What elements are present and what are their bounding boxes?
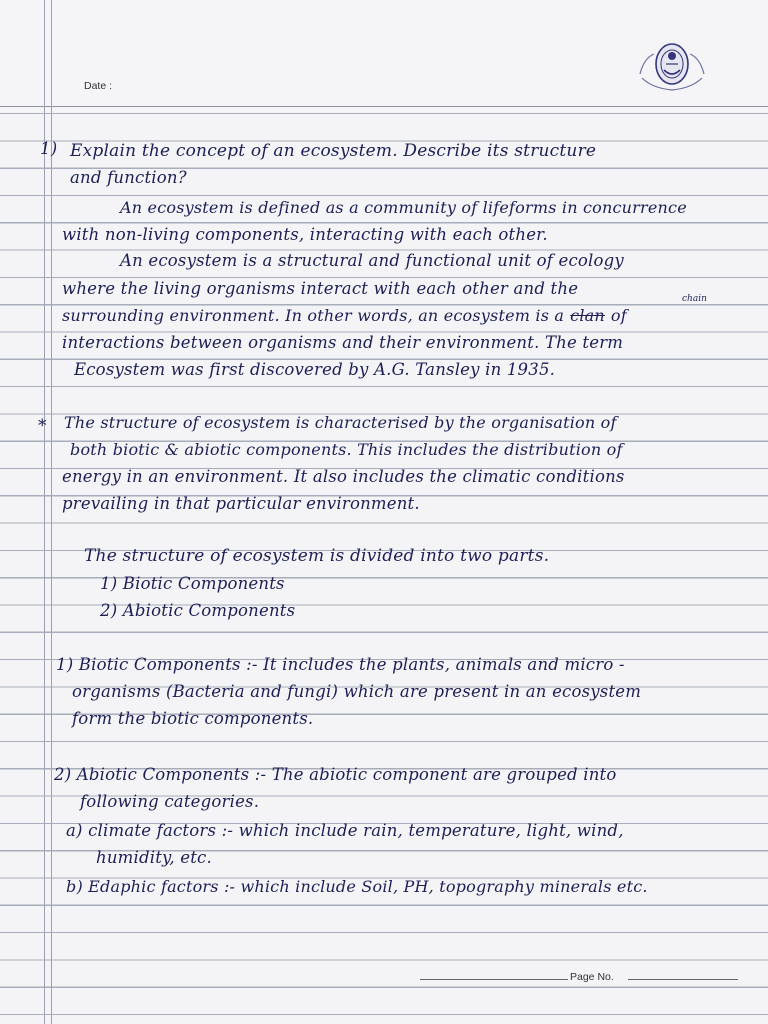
note-text-line: form the biotic components. xyxy=(72,709,314,728)
list-item: b) Edaphic factors :- which include Soil, PH, topography minerals etc. xyxy=(66,877,648,896)
note-text-line: both biotic & abiotic components. This includes the distribution of xyxy=(70,440,623,459)
note-text-line: An ecosystem is a structural and functional unit of ecology xyxy=(120,251,624,270)
note-text-line: with non-living components, interacting with each other. xyxy=(62,225,548,244)
page-number-label: Page No. xyxy=(570,971,614,983)
question-number: 1) xyxy=(40,139,58,158)
question-text-line: Explain the concept of an ecosystem. Describe its structure xyxy=(70,141,597,161)
note-text-line: surrounding environment. In other words, an ecosystem is a clan of xyxy=(62,306,627,325)
note-text-line: prevailing in that particular environment. xyxy=(62,494,420,513)
page-number-field xyxy=(420,971,740,985)
list-item: humidity, etc. xyxy=(96,848,212,867)
star-marker: * xyxy=(38,416,47,436)
note-text-line: 2) Abiotic Components :- The abiotic component are grouped into xyxy=(54,765,617,784)
list-item: 2) Abiotic Components xyxy=(100,601,296,620)
divider xyxy=(420,979,568,980)
note-text-line: following categories. xyxy=(80,792,260,811)
note-text-line: organisms (Bacteria and fungi) which are present in an ecosystem xyxy=(72,682,642,701)
school-emblem-logo-icon xyxy=(632,36,712,96)
list-item: 1) Biotic Components xyxy=(100,574,285,593)
list-item: a) climate factors :- which include rain, temperature, light, wind, xyxy=(66,821,624,840)
date-label: Date : xyxy=(84,80,113,92)
note-text-line: energy in an environment. It also includes the climatic conditions xyxy=(62,467,625,486)
note-text-line: The structure of ecosystem is characterised by the organisation of xyxy=(64,413,617,432)
struck-word: clan xyxy=(570,306,605,325)
note-text-line: where the living organisms interact with each other and the xyxy=(62,279,579,298)
question-text-line: and function? xyxy=(70,168,187,187)
note-text-line: The structure of ecosystem is divided into two parts. xyxy=(84,546,550,566)
note-text-line: interactions between organisms and their environment. The term xyxy=(62,333,624,352)
note-text-line: Ecosystem was first discovered by A.G. Tansley in 1935. xyxy=(74,360,556,379)
note-text-line: An ecosystem is defined as a community of lifeforms in concurrence xyxy=(120,198,687,217)
note-text-line: 1) Biotic Components :- It includes the plants, animals and micro - xyxy=(56,655,625,674)
divider xyxy=(628,979,738,980)
inserted-word: chain xyxy=(682,294,707,304)
